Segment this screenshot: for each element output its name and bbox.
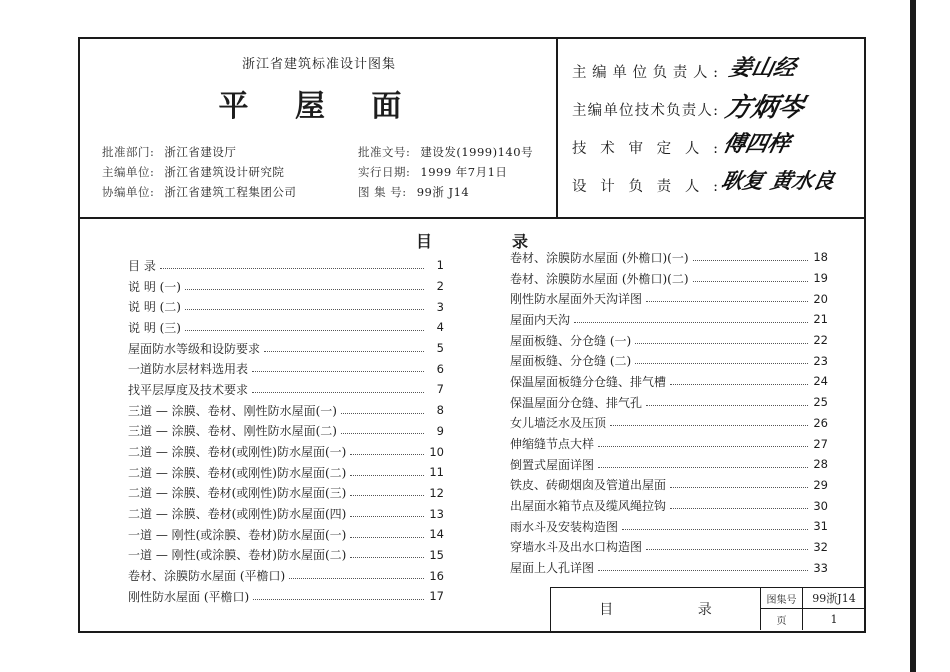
toc-entry-title: 二道 — 涂膜、卷材(或刚性)防水屋面(一) [128, 445, 347, 460]
handwritten-signature: 方炳岑 [722, 93, 807, 123]
toc-entry [510, 247, 828, 268]
toc-leader-dots [670, 508, 808, 509]
signature-label: 技术审定人: [572, 141, 718, 157]
signature-row [572, 99, 718, 120]
signature-row [572, 137, 718, 158]
toc-entry-page: 6 [436, 361, 444, 376]
toc-entry-page: 9 [436, 423, 444, 438]
toc-entry-title: 屋面板缝、分仓缝 (一) [510, 333, 632, 348]
toc-leader-dots [185, 309, 424, 310]
toc-leader-dots [253, 599, 424, 600]
toc-entry-title: 说 明 (三) [128, 320, 181, 335]
toc-entry-title: 说 明 (二) [128, 300, 181, 315]
page-edge [910, 0, 916, 672]
toc-leader-dots [670, 487, 808, 488]
toc-entry [510, 288, 828, 309]
toc-entry-title: 刚性防水屋面外天沟详图 [510, 292, 643, 307]
meta-atlas-no [358, 184, 469, 200]
footer-atlas-label: 图集号 [761, 588, 803, 609]
toc-entry-title: 伸缩缝节点大样 [510, 437, 595, 452]
toc-entry-page: 29 [813, 477, 828, 492]
meta-label: 图 集 号: [358, 185, 407, 199]
toc-leader-dots [693, 260, 808, 261]
toc-entry-page: 30 [813, 498, 828, 513]
toc-entry-title: 女儿墙泛水及压顶 [510, 416, 607, 431]
toc-entry [128, 586, 444, 607]
toc-entry [510, 350, 828, 371]
toc-entry [510, 268, 828, 289]
meta-chief-unit [102, 164, 284, 180]
toc-entry-title: 一道 — 刚性(或涂膜、卷材)防水屋面(二) [128, 548, 347, 563]
toc-leader-dots [350, 516, 424, 517]
toc-entry-title: 三道 — 涂膜、卷材、刚性防水屋面(一) [128, 403, 337, 418]
toc-entry-page: 1 [436, 258, 444, 273]
toc-entry [128, 483, 444, 504]
toc-left-column [128, 255, 444, 607]
toc-entry [510, 475, 828, 496]
toc-entry-title: 卷材、涂膜防水屋面 (平檐口) [128, 569, 286, 584]
toc-entry [128, 317, 444, 338]
header-divider [80, 217, 864, 219]
toc-entry-page: 10 [429, 444, 444, 459]
toc-leader-dots [185, 289, 424, 290]
toc-entry [128, 421, 444, 442]
meta-value: 建设发(1999)140号 [420, 145, 534, 159]
toc-entry [128, 296, 444, 317]
toc-leader-dots [350, 557, 424, 558]
toc-entry-page: 16 [429, 568, 444, 583]
toc-entry-page: 12 [429, 485, 444, 500]
toc-entry [510, 413, 828, 434]
toc-entry-title: 说 明 (一) [128, 279, 181, 294]
toc-entry-page: 7 [436, 382, 444, 397]
signature-row [572, 61, 718, 82]
toc-entry-title: 雨水斗及安装构造图 [510, 519, 619, 534]
toc-entry-title: 保温屋面板缝分仓缝、排气槽 [510, 374, 667, 389]
toc-leader-dots [350, 495, 424, 496]
toc-entry-title: 出屋面水箱节点及缆风绳拉钩 [510, 499, 667, 514]
meta-value: 浙江省建筑工程集团公司 [164, 185, 297, 199]
toc-entry-page: 26 [813, 415, 828, 430]
toc-entry [510, 454, 828, 475]
toc-entry-title: 铁皮、砖砌烟囱及管道出屋面 [510, 478, 667, 493]
toc-leader-dots [635, 343, 808, 344]
toc-entry [128, 441, 444, 462]
toc-leader-dots [350, 454, 424, 455]
toc-entry-page: 27 [813, 436, 828, 451]
toc-leader-dots [598, 446, 808, 447]
meta-value: 99浙 J14 [416, 185, 470, 199]
toc-entry [128, 276, 444, 297]
toc-entry [510, 537, 828, 558]
meta-value: 1999 年7月1日 [420, 165, 508, 179]
toc-entry-title: 卷材、涂膜防水屋面 (外檐口)(一) [510, 250, 689, 265]
toc-entry-page: 25 [813, 395, 828, 410]
meta-label: 批准文号: [358, 145, 411, 159]
toc-leader-dots [289, 578, 424, 579]
toc-leader-dots [693, 281, 808, 282]
toc-entry-title: 屋面防水等级和设防要求 [128, 341, 261, 356]
series-title: 浙江省建筑标准设计图集 [241, 57, 396, 72]
toc-heading-right: 录 [512, 232, 529, 251]
toc-leader-dots [610, 425, 808, 426]
toc-leader-dots [252, 392, 424, 393]
toc-entry [510, 516, 828, 537]
toc-leader-dots [574, 322, 808, 323]
toc-leader-dots [598, 570, 808, 571]
footer-title-box [550, 587, 864, 631]
meta-effective-date [358, 164, 507, 180]
toc-entry-title: 二道 — 涂膜、卷材(或刚性)防水屋面(三) [128, 486, 347, 501]
toc-entry [128, 400, 444, 421]
toc-leader-dots [341, 413, 424, 414]
toc-entry-title: 屋面板缝、分仓缝 (二) [510, 354, 632, 369]
toc-entry-title: 一道 — 刚性(或涂膜、卷材)防水屋面(一) [128, 527, 347, 542]
toc-entry [510, 557, 828, 578]
toc-entry-title: 二道 — 涂膜、卷材(或刚性)防水屋面(四) [128, 507, 347, 522]
toc-entry-page: 33 [813, 560, 828, 575]
toc-entry-title: 卷材、涂膜防水屋面 (外檐口)(二) [510, 271, 689, 286]
toc-leader-dots [635, 363, 808, 364]
signature-row [572, 175, 718, 196]
toc-entry [128, 503, 444, 524]
toc-entry-title: 刚性防水屋面 (平檐口) [128, 589, 250, 604]
toc-entry-title: 屋面内天沟 [510, 312, 571, 327]
toc-entry-page: 14 [429, 527, 444, 542]
toc-entry-page: 2 [436, 279, 444, 294]
toc-entry-page: 11 [429, 465, 444, 480]
toc-leader-dots [160, 268, 424, 269]
toc-entry-page: 17 [429, 589, 444, 604]
toc-entry-title: 三道 — 涂膜、卷材、刚性防水屋面(二) [128, 424, 337, 439]
toc-leader-dots [185, 330, 424, 331]
toc-leader-dots [350, 475, 424, 476]
toc-entry-page: 21 [813, 312, 828, 327]
meta-label: 主编单位: [102, 165, 155, 179]
meta-value: 浙江省建筑设计研究院 [164, 165, 285, 179]
toc-entry-page: 13 [429, 506, 444, 521]
toc-entry-page: 5 [436, 341, 444, 356]
toc-leader-dots [646, 405, 808, 406]
toc-entry [128, 524, 444, 545]
toc-entry [510, 371, 828, 392]
signature-block [558, 39, 864, 217]
meta-label: 协编单位: [102, 185, 155, 199]
toc-right-column [510, 247, 828, 578]
toc-leader-dots [252, 371, 424, 372]
meta-co-unit [102, 184, 296, 200]
meta-approval-no [358, 144, 533, 160]
toc-entry [128, 545, 444, 566]
toc-leader-dots [646, 549, 808, 550]
toc-entry [128, 255, 444, 276]
meta-label: 批准部门: [102, 145, 155, 159]
toc-entry-page: 8 [436, 403, 444, 418]
handwritten-signature: 傅四梓 [720, 131, 793, 157]
toc-entry-title: 倒置式屋面详图 [510, 457, 595, 472]
toc-entry [128, 358, 444, 379]
toc-entry [128, 462, 444, 483]
signature-label: 主编单位负责人: [572, 65, 718, 81]
toc-entry-page: 3 [436, 299, 444, 314]
toc-entry-page: 24 [813, 374, 828, 389]
toc-entry-page: 22 [813, 333, 828, 348]
toc-entry-title: 穿墙水斗及出水口构造图 [510, 540, 643, 555]
toc-entry [510, 392, 828, 413]
meta-label: 实行日期: [358, 165, 411, 179]
toc-entry [128, 565, 444, 586]
toc-entry-page: 19 [813, 271, 828, 286]
toc-entry-page: 20 [813, 291, 828, 306]
toc-entry-page: 31 [813, 519, 828, 534]
toc-entry-page: 32 [813, 539, 828, 554]
toc-leader-dots [264, 351, 424, 352]
toc-entry [128, 379, 444, 400]
toc-entry [510, 330, 828, 351]
footer-atlas-value: 99浙J14 [803, 588, 865, 609]
signature-label: 主编单位技术负责人: [572, 103, 718, 119]
handwritten-signature: 耿复 黄水良 [719, 168, 837, 193]
toc-entry-page: 15 [429, 547, 444, 562]
toc-entry [510, 433, 828, 454]
drawing-sheet [78, 37, 866, 633]
footer-page-label: 页 [761, 609, 803, 630]
toc-entry [510, 309, 828, 330]
toc-entry [128, 338, 444, 359]
signature-label: 设计负责人: [572, 179, 718, 195]
footer-name: 目 录 [551, 588, 761, 630]
toc-leader-dots [670, 384, 808, 385]
toc-leader-dots [646, 301, 808, 302]
toc-entry-title: 屋面上人孔详图 [510, 561, 595, 576]
toc-entry-page: 28 [813, 457, 828, 472]
toc-entry-title: 二道 — 涂膜、卷材(或刚性)防水屋面(二) [128, 465, 347, 480]
toc-leader-dots [341, 433, 424, 434]
toc-leader-dots [622, 529, 808, 530]
toc-entry-title: 一道防水层材料选用表 [128, 362, 249, 377]
toc-leader-dots [350, 537, 424, 538]
main-title: 平 屋 面 [218, 89, 420, 124]
toc-entry-title: 找平层厚度及技术要求 [128, 382, 249, 397]
toc-entry-page: 18 [813, 250, 828, 265]
toc-entry-page: 23 [813, 353, 828, 368]
title-block [80, 39, 558, 217]
toc-entry-page: 4 [436, 320, 444, 335]
toc-entry-title: 保温屋面分仓缝、排气孔 [510, 395, 643, 410]
toc-heading-left: 目 [416, 232, 433, 251]
toc-leader-dots [598, 467, 808, 468]
footer-page-value: 1 [830, 613, 838, 626]
toc-entry [510, 495, 828, 516]
meta-approval-dept [102, 144, 236, 160]
meta-value: 浙江省建设厅 [164, 145, 237, 159]
handwritten-signature: 姜山经 [726, 55, 799, 81]
toc-entry-title: 目 录 [128, 258, 156, 273]
